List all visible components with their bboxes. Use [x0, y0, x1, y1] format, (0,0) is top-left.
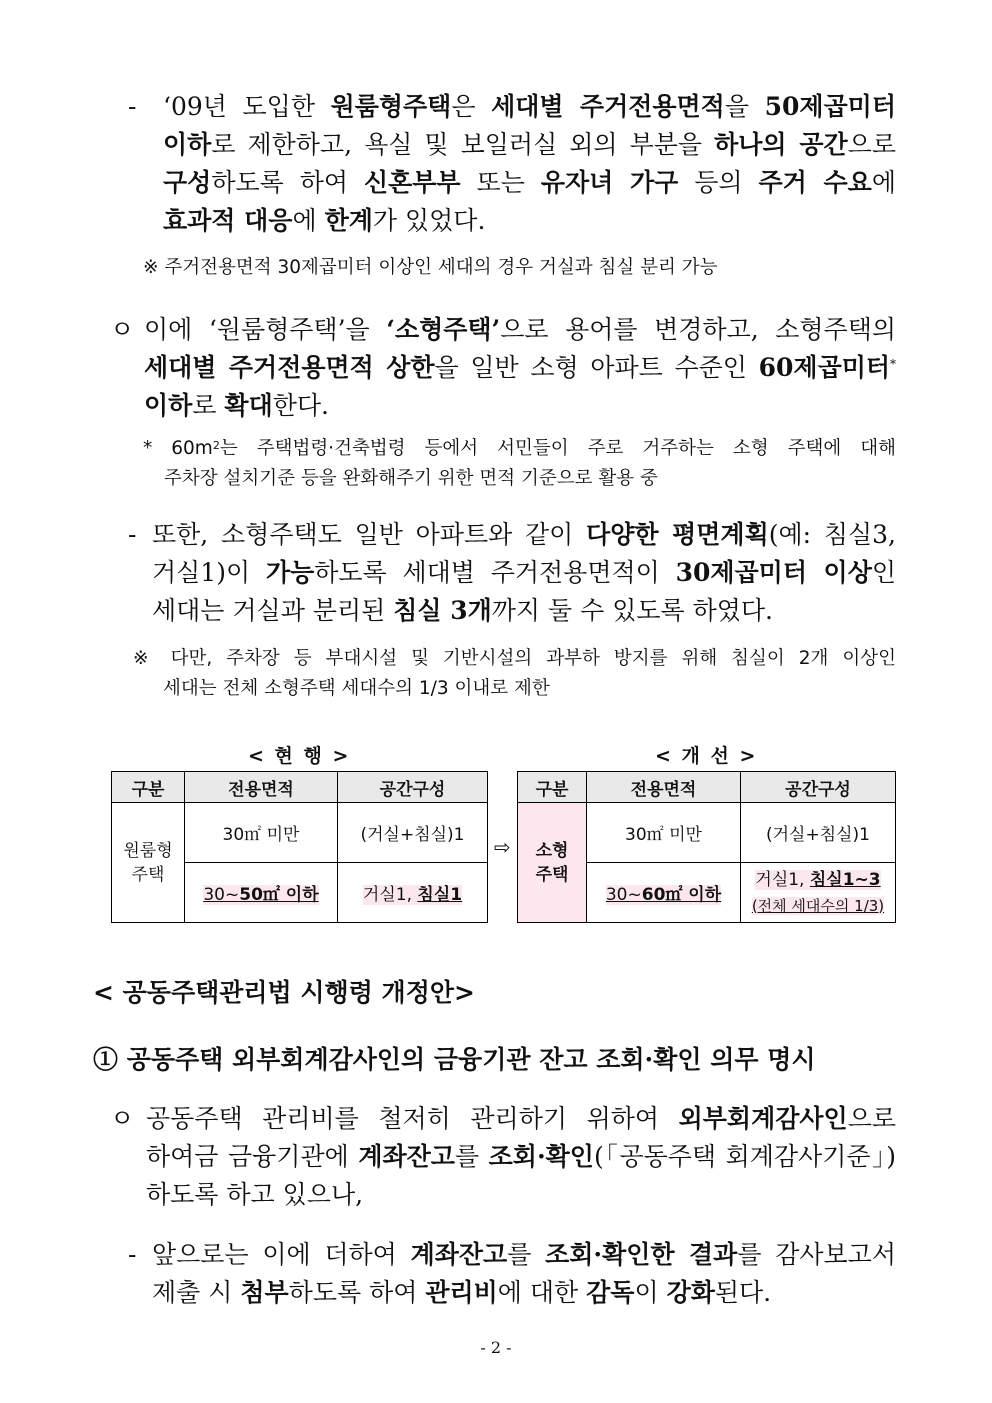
header-category: 구분 [112, 772, 185, 803]
text-run: 효과적 대응 [163, 206, 293, 235]
text-run: 감독 [586, 1278, 635, 1307]
text-run: * [890, 357, 897, 371]
header-area: 전용면적 [587, 772, 741, 803]
text-run: 세대별 주거전용면적 [491, 92, 725, 121]
text-run: 하도록 하여 [288, 1278, 426, 1307]
text-line [152, 516, 896, 554]
text-run: 또한, 소형주택도 일반 아파트와 같이 [152, 520, 587, 549]
text-line [152, 554, 896, 592]
text-run: 으로 [847, 130, 896, 159]
arrow-right-icon: ⇨ [494, 835, 511, 859]
section-title: < 공동주택관리법 시행령 개정안> [93, 978, 475, 1007]
text-line [163, 164, 896, 202]
note-2-superscript: 2 [212, 439, 220, 452]
paragraph-5 [152, 1236, 896, 1312]
text-line [144, 387, 896, 425]
text-line [163, 202, 896, 240]
table-current [111, 771, 488, 923]
text-run: 를 [507, 1240, 546, 1269]
area-cell: 30㎡ 미만 [587, 803, 741, 863]
text-line [146, 1100, 896, 1138]
text-run: 에 [292, 206, 325, 235]
text-run: 한계 [324, 206, 373, 235]
dash-marker: - [128, 1240, 137, 1269]
space-cell-changed: 거실1, 침실1 [338, 863, 488, 923]
text-run: 된다. [714, 1278, 772, 1307]
space-cell: (거실+침실)1 [338, 803, 488, 863]
text-run: 까지 둘 수 있도록 하였다. [491, 596, 774, 625]
table-new [517, 771, 896, 923]
item-title: ① 공동주택 외부회계감사인의 금융기관 잔고 조회·확인 의무 명시 [93, 1045, 816, 1074]
circle-marker: ㅇ [110, 1104, 135, 1133]
text-run: 주거 수요 [758, 168, 872, 197]
text-run: 을 [724, 92, 765, 121]
text-run: 하도록 하고 있으나, [146, 1180, 364, 1209]
text-run: 에 [871, 168, 896, 197]
text-run: 에 대한 [497, 1278, 587, 1307]
text-run: 관리비 [425, 1278, 498, 1307]
header-area: 전용면적 [185, 772, 338, 803]
text-run: 를 [454, 1142, 489, 1171]
text-run: 세대는 거실과 분리된 [152, 596, 394, 625]
paragraph-3 [152, 516, 896, 630]
note-2 [143, 434, 896, 494]
paragraph-1 [163, 88, 896, 240]
text-run: 조회·확인 [488, 1142, 594, 1171]
text-run: 제출 시 [152, 1278, 241, 1307]
table-current-caption: < 현 행 > [248, 745, 351, 767]
text-run: 30제곱미터 이상 [675, 558, 872, 587]
text-line [152, 1236, 896, 1274]
note-1: ※ 주거전용면적 30제곱미터 이상인 세대의 경우 거실과 침실 분리 가능 [143, 257, 718, 278]
text-line [152, 592, 896, 630]
text-run: 로 제한하고, 욕실 및 보일러실 외의 부분을 [211, 130, 715, 159]
circle-marker: ㅇ [110, 315, 135, 344]
space-cell-note: (전체 세대수의 1/3) [751, 896, 885, 915]
note-2-line2: 주차장 설치기준 등을 완화해주기 위한 면적 기준으로 활용 중 [164, 468, 658, 489]
page-number: - 2 - [480, 1338, 512, 1357]
text-line [163, 88, 896, 126]
text-run: 구성 [163, 168, 212, 197]
text-run: 다양한 평면계획 [586, 520, 769, 549]
text-run: 신혼부부 [363, 168, 461, 197]
area-cell: 30㎡ 미만 [185, 803, 338, 863]
note-3-line1: ※ 다만, 주차장 등 부대시설 및 기반시설의 과부하 방지를 위해 침실이 2개 이상인 [133, 648, 896, 669]
text-run: 을 일반 소형 아파트 수준인 [434, 353, 759, 382]
note-2-area: 60m [171, 438, 213, 459]
table-new-caption: < 개 선 > [655, 745, 758, 767]
text-run: 확대 [224, 391, 273, 420]
text-run: 를 감사보고서 [737, 1240, 896, 1269]
text-run: 원룸형주택 [330, 92, 452, 121]
note-3-line2: 세대는 전체 소형주택 세대수의 1/3 이내로 제한 [163, 678, 550, 699]
text-run: (예: 침실3, [768, 520, 896, 549]
text-run: 이에 ‘원룸형주택’을 [144, 315, 387, 344]
text-run: 유자녀 가구 [540, 168, 679, 197]
text-line [144, 311, 896, 349]
text-run: 으로 [847, 1104, 896, 1133]
space-cell-changed: 거실1, 침실1~3 (전체 세대수의 1/3) [741, 863, 896, 923]
dash-marker: - [128, 92, 137, 121]
text-line [163, 126, 896, 164]
text-run: 이하 [144, 391, 193, 420]
text-run: 이 [634, 1278, 667, 1307]
text-run: ‘소형주택’ [386, 315, 501, 344]
text-line [146, 1176, 896, 1214]
paragraph-4 [146, 1100, 896, 1214]
text-run: 하도록 하여 [211, 168, 364, 197]
text-run: 외부회계감사인 [678, 1104, 848, 1133]
text-run: 계좌잔고 [410, 1240, 508, 1269]
space-cell: (거실+침실)1 [741, 803, 896, 863]
area-cell-changed: 30~60㎡ 이하 [587, 863, 741, 923]
text-run: 로 [192, 391, 225, 420]
text-run: 한다. [272, 391, 329, 420]
text-run: 가 있었다. [372, 206, 486, 235]
text-run: 60제곱미터 [758, 353, 891, 382]
area-cell-changed: 30~50㎡ 이하 [185, 863, 338, 923]
text-run: ‘09년 도입한 [163, 92, 331, 121]
text-run: 인 [871, 558, 896, 587]
text-run: 하도록 세대별 주거전용면적이 [314, 558, 676, 587]
text-run: 침실 3개 [393, 596, 492, 625]
header-category: 구분 [518, 772, 587, 803]
text-line [144, 349, 896, 387]
text-run: 세대별 주거전용면적 상한 [144, 353, 435, 382]
text-run: 가능 [265, 558, 315, 587]
text-run: 앞으로는 이에 더하여 [152, 1240, 411, 1269]
text-run: 공동주택 관리비를 철저히 관리하기 위하여 [146, 1104, 679, 1133]
text-run: 조회·확인한 결과 [545, 1240, 738, 1269]
text-run: 은 [451, 92, 492, 121]
text-run: 첨부 [240, 1278, 289, 1307]
text-run: 또는 [460, 168, 541, 197]
text-run: 강화 [666, 1278, 715, 1307]
header-space: 공간구성 [741, 772, 896, 803]
text-run: (「공동주택 회계감사기준」) [593, 1142, 896, 1171]
dash-marker: - [128, 520, 137, 549]
text-run: 등의 [678, 168, 759, 197]
text-line [146, 1138, 896, 1176]
text-run: 하나의 공간 [714, 130, 848, 159]
category-cell: 소형 주택 [518, 803, 587, 923]
note-3 [133, 644, 896, 704]
text-run: 이하 [163, 130, 212, 159]
text-run: 하여금 금융기관에 [146, 1142, 359, 1171]
paragraph-2 [144, 311, 896, 425]
note-2-marker: * [143, 438, 153, 459]
text-run: 으로 용어를 변경하고, 소형주택의 [500, 315, 896, 344]
note-2-line1: 는 주택법령·건축법령 등에서 서민들이 주로 거주하는 소형 주택에 대해 [219, 438, 897, 459]
text-line [152, 1274, 896, 1312]
category-cell: 원룸형 주택 [112, 803, 185, 923]
header-space: 공간구성 [338, 772, 488, 803]
text-run: 거실1)이 [152, 558, 266, 587]
text-run: 계좌잔고 [358, 1142, 455, 1171]
text-run: 50제곱미터 [764, 92, 896, 121]
